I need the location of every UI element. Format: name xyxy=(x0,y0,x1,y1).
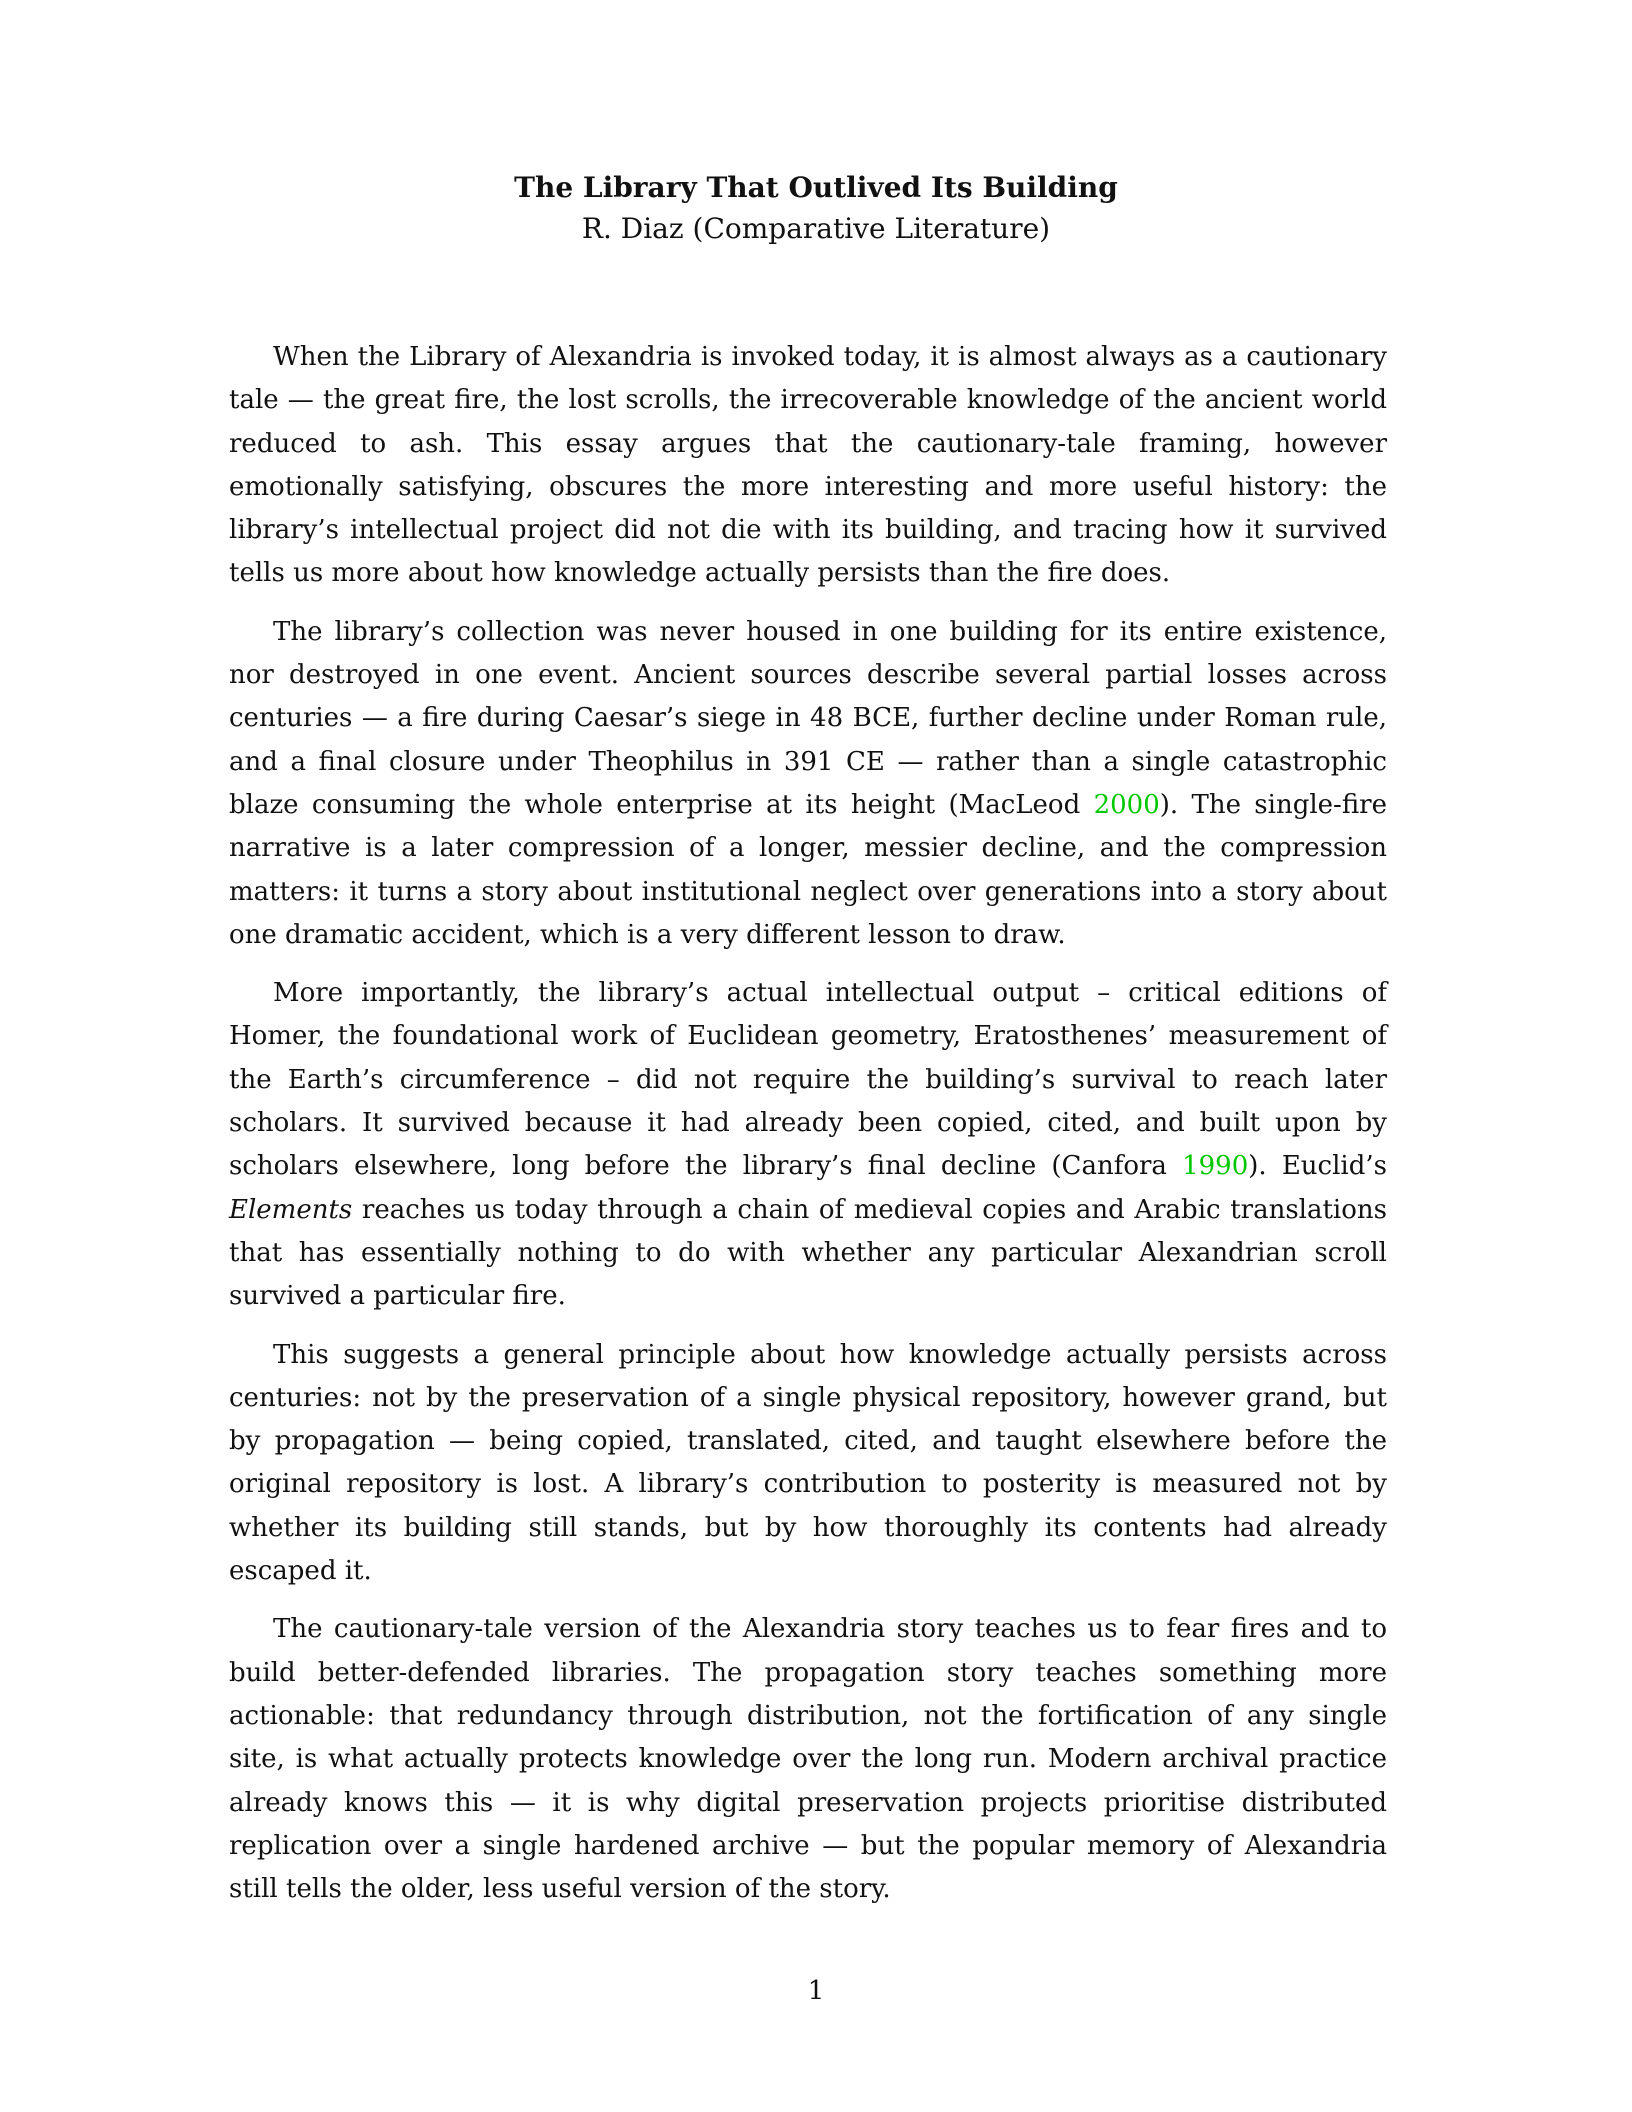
paragraph-1: When the Library of Alexandria is invoked today, it is almost always as a cautionary tale — the great fire, the lost scrolls, the irrecoverable knowledge of the ancient world reduced to ash. This essay argues that the cautionary-tale framing, however emotionally satisfying, obscures the more interesting and more useful history: the library’s intellectual project did not die with its building, and tracing how it survived tells us more about how knowledge actually persists than the fire does. xyxy=(229,342,1387,589)
paragraph-3-text-after: reaches us today through a chain of medieval copies and Arabic translations that has essentially nothing to do with whether any particular Alexandrian scroll survived a particular fire. xyxy=(229,1194,1387,1312)
paragraph-5: The cautionary-tale version of the Alexandria story teaches us to fear fires and to build better-defended libraries. The propagation story teaches something more actionable: that redundancy through distribution, not the fortification of any single site, is what actually protects knowledge over the long run. Modern archival practice already knows this — it is why digital preservation projects prioritise distributed replication over a single hardened archive — but the popular memory of Alexandria still tells the older, less useful version of the story. xyxy=(229,1614,1387,1905)
paragraph-2-text-before: The library’s collection was never housed in one building for its entire existence, nor destroyed in one event. Ancient sources describe several partial losses across centuries — a fire during Caesar’s siege in 48 BCE, further decline under Roman rule, and a final closure under Theophilus in 391 CE — rather than a single catastrophic blaze consuming the whole enterprise at its height (MacLeod xyxy=(229,616,1387,820)
paragraph-2-text-after: ). The single-fire narrative is a later compression of a longer, messier decline, and the compression matters: it turns a story about institutional neglect over generations into a story about one dramatic accident, which is a very different lesson to draw. xyxy=(229,789,1388,950)
page-number: 1 xyxy=(807,1976,825,2006)
paragraph-4: This suggests a general principle about how knowledge actually persists across centuries: not by the preservation of a single physical repository, however grand, but by propagation — being copied, translated, cited, and taught elsewhere before the original repository is lost. A library’s contribution to posterity is measured not by whether its building still stands, but by how thoroughly its contents had already escaped it. xyxy=(229,1339,1387,1587)
document-title: The Library That Outlived Its Building xyxy=(514,171,1118,204)
citation-link-canfora[interactable]: 1990 xyxy=(1182,1151,1249,1182)
paragraph-3-text-middle: ). Euclid’s xyxy=(1248,1151,1387,1182)
title-block xyxy=(0,168,1632,250)
body-text xyxy=(229,336,1387,1926)
document-author: R. Diaz (Comparative Literature) xyxy=(581,212,1051,245)
paragraph-3-text-before: More importantly, the library’s actual intellectual output – critical editions of Homer, the foundational work of Euclidean geometry, Eratosthenes’ measurement of the Earth’s circumference – did not require the building’s survival to reach later scholars. It survived because it had already been copied, cited, and built upon by scholars elsewhere, long before the library’s final decline (Canfora xyxy=(229,978,1387,1182)
paragraph-2 xyxy=(229,611,1387,957)
citation-link-macleod[interactable]: 2000 xyxy=(1093,789,1160,820)
book-title-elements: Elements xyxy=(229,1194,353,1225)
paragraph-3 xyxy=(229,972,1387,1318)
